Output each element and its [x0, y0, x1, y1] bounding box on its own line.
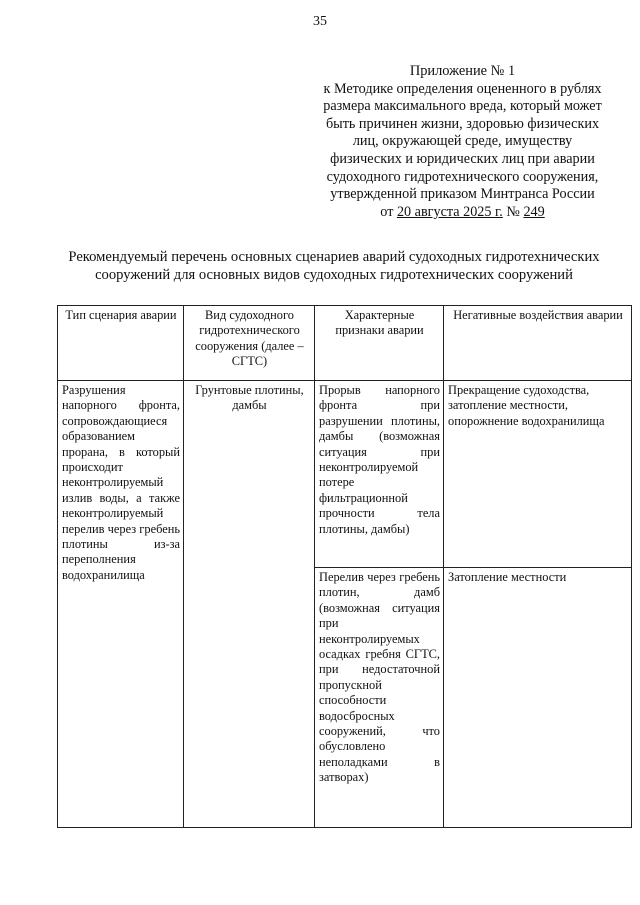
cell-impacts: Прекращение судоходства, затопление местности, опорожнение водохранилища	[444, 381, 632, 568]
page-number: 35	[313, 14, 327, 29]
scenarios-table	[57, 305, 632, 828]
table-header-row	[58, 306, 632, 381]
appendix-line: физических и юридических лиц при аварии	[330, 150, 595, 167]
table-row	[58, 381, 632, 568]
appendix-line: утвержденной приказом Минтранса России	[330, 186, 595, 203]
appendix-title: Приложение № 1	[409, 63, 516, 79]
order-date: 20 августа 2025 г.	[396, 203, 503, 220]
cell-impacts: Затопление местности	[444, 568, 632, 828]
header-signs: Характерные признаки аварии	[315, 306, 444, 381]
appendix-line: судоходного гидротехнического сооружения,	[326, 168, 599, 185]
header-impacts: Негативные воздействия аварии	[444, 306, 632, 381]
cell-signs: Прорыв напорного фронта при разрушении плотины, дамбы (возможная ситуация при неконтролируемой потере фильтрационной прочности тела плотины, дамбы)	[315, 381, 444, 568]
cell-scenario-type: Разрушения напорного фронта, сопровождающиеся образованием прорана, в который происходит неконтролируемый излив воды, а также неконтролируемый перелив через гребень плотины из-за переполнения водохранилища	[58, 381, 184, 828]
appendix-line: быть причинен жизни, здоровью физических	[325, 115, 600, 132]
header-structure-type: Вид судоходного гидротехнического сооружения (далее – СГТС)	[184, 306, 315, 381]
appendix-line: к Методике определения оцененного в рублях	[323, 80, 602, 97]
number-prefix: №	[506, 203, 520, 220]
cell-signs: Перелив через гребень плотин, дамб (возможная ситуация при неконтролируемых осадках гребня СГТС, при недостаточной пропускной способности водосбросных сооружений, что обусловлено неполадками в затворах)	[315, 568, 444, 828]
order-number: 249	[523, 203, 545, 220]
appendix-block	[300, 63, 625, 221]
header-scenario-type: Тип сценария аварии	[58, 306, 184, 381]
appendix-line: размера максимального вреда, который может	[323, 98, 602, 115]
document-heading: Рекомендуемый перечень основных сценариев аварий судоходных гидротехнических сооружений для основных видов судоходных гидротехнических сооружений	[68, 249, 600, 283]
cell-structure-type: Грунтовые плотины, дамбы	[184, 381, 315, 828]
order-date-line	[300, 204, 625, 222]
appendix-line: лиц, окружающей среде, имуществу	[352, 133, 573, 150]
date-prefix: от	[380, 203, 394, 220]
